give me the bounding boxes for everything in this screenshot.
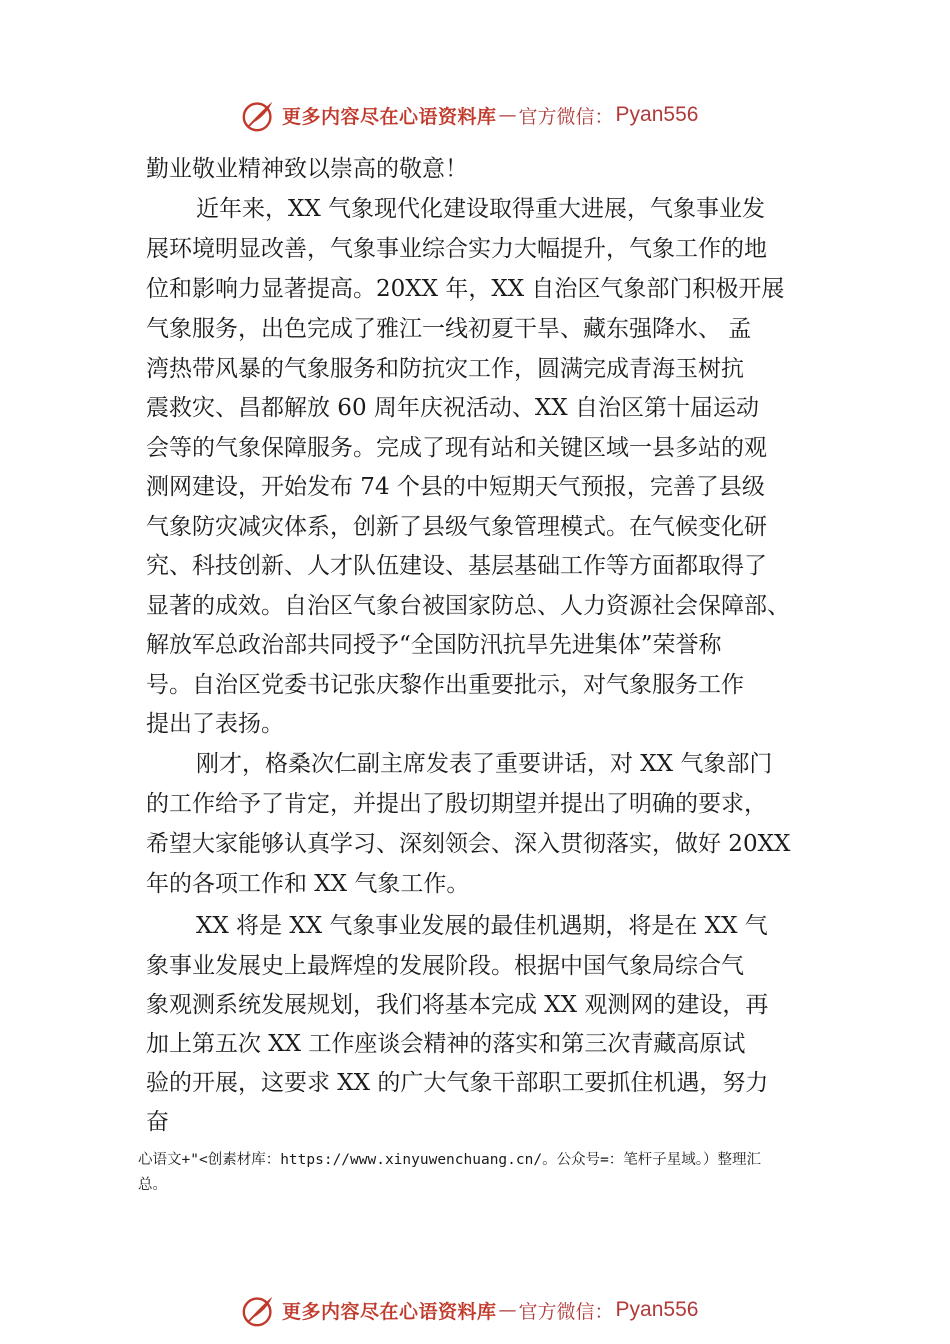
footer-banner	[240, 1290, 698, 1330]
body-line: 解放军总政治部共同授予“全国防汛抗旱先进集体”荣誉称	[146, 632, 722, 658]
banner-wechat-id: Pyan556	[615, 1298, 699, 1321]
body-line: 勤业敬业精神致以崇高的敬意！	[146, 156, 468, 182]
body-line: 震救灾、昌都解放 60 周年庆祝活动、XX 自治区第十届运动	[146, 395, 759, 421]
header-banner	[240, 95, 698, 135]
body-line: 测网建设，开始发布 74 个县的中短期天气预报，完善了县级	[146, 474, 765, 500]
body-line: 象事业发展史上最辉煌的发展阶段。根据中国气象局综合气	[146, 953, 744, 979]
banner-brand: 更多内容尽在心语资料库	[282, 1300, 497, 1323]
body-line: 提出了表扬。	[146, 711, 284, 737]
body-line: 加上第五次 XX 工作座谈会精神的落实和第三次青藏高原试	[146, 1031, 746, 1057]
body-line: 气象防灾减灾体系，创新了县级气象管理模式。在气候变化研	[146, 514, 767, 540]
quill-logo-icon	[240, 96, 278, 134]
body-line: 的工作给予了肯定，并提出了殷切期望并提出了明确的要求，	[146, 791, 767, 817]
banner-label: 官方微信：	[518, 1300, 614, 1323]
footer-note-line: 心语文+"<创素材库：https://www.xinyuwenchuang.cn/。公众号=：笔杆子星域。）整理汇	[138, 1152, 762, 1168]
body-line: 奋	[146, 1109, 169, 1135]
banner-wechat-id: Pyan556	[615, 103, 699, 126]
footer-note-line: 总。	[138, 1177, 167, 1193]
body-line: 象观测系统发展规划，我们将基本完成 XX 观测网的建设，再	[146, 992, 769, 1018]
banner-label: 官方微信：	[518, 105, 614, 128]
body-line: 号。自治区党委书记张庆黎作出重要批示，对气象服务工作	[146, 672, 744, 698]
body-line: 位和影响力显著提高。20XX 年，XX 自治区气象部门积极开展	[146, 276, 785, 302]
body-line: XX 将是 XX 气象事业发展的最佳机遇期，将是在 XX 气	[196, 913, 768, 939]
quill-logo-icon	[240, 1291, 278, 1329]
body-line: 验的开展，这要求 XX 的广大气象干部职工要抓住机遇，努力	[146, 1070, 769, 1096]
body-line: 气象服务，出色完成了雅江一线初夏干旱、藏东强降水、 孟	[146, 316, 752, 342]
body-line: 会等的气象保障服务。完成了现有站和关键区域一县多站的观	[146, 435, 767, 461]
body-line: 希望大家能够认真学习、深刻领会、深入贯彻落实，做好 20XX	[146, 831, 791, 857]
body-line: 刚才，格桑次仁副主席发表了重要讲话，对 XX 气象部门	[196, 751, 773, 777]
body-line: 年的各项工作和 XX 气象工作。	[146, 871, 470, 897]
body-line: 究、科技创新、人才队伍建设、基层基础工作等方面都取得了	[146, 553, 767, 579]
banner-brand: 更多内容尽在心语资料库	[282, 105, 497, 128]
body-line: 近年来，XX 气象现代化建设取得重大进展，气象事业发	[196, 196, 766, 222]
body-line: 湾热带风暴的气象服务和防抗灾工作，圆满完成青海玉树抗	[146, 356, 744, 382]
body-line: 显著的成效。自治区气象台被国家防总、人力资源社会保障部、	[146, 593, 790, 619]
banner-dash: —	[498, 1299, 517, 1321]
body-line: 展环境明显改善，气象事业综合实力大幅提升，气象工作的地	[146, 236, 767, 262]
banner-dash: —	[498, 104, 517, 126]
